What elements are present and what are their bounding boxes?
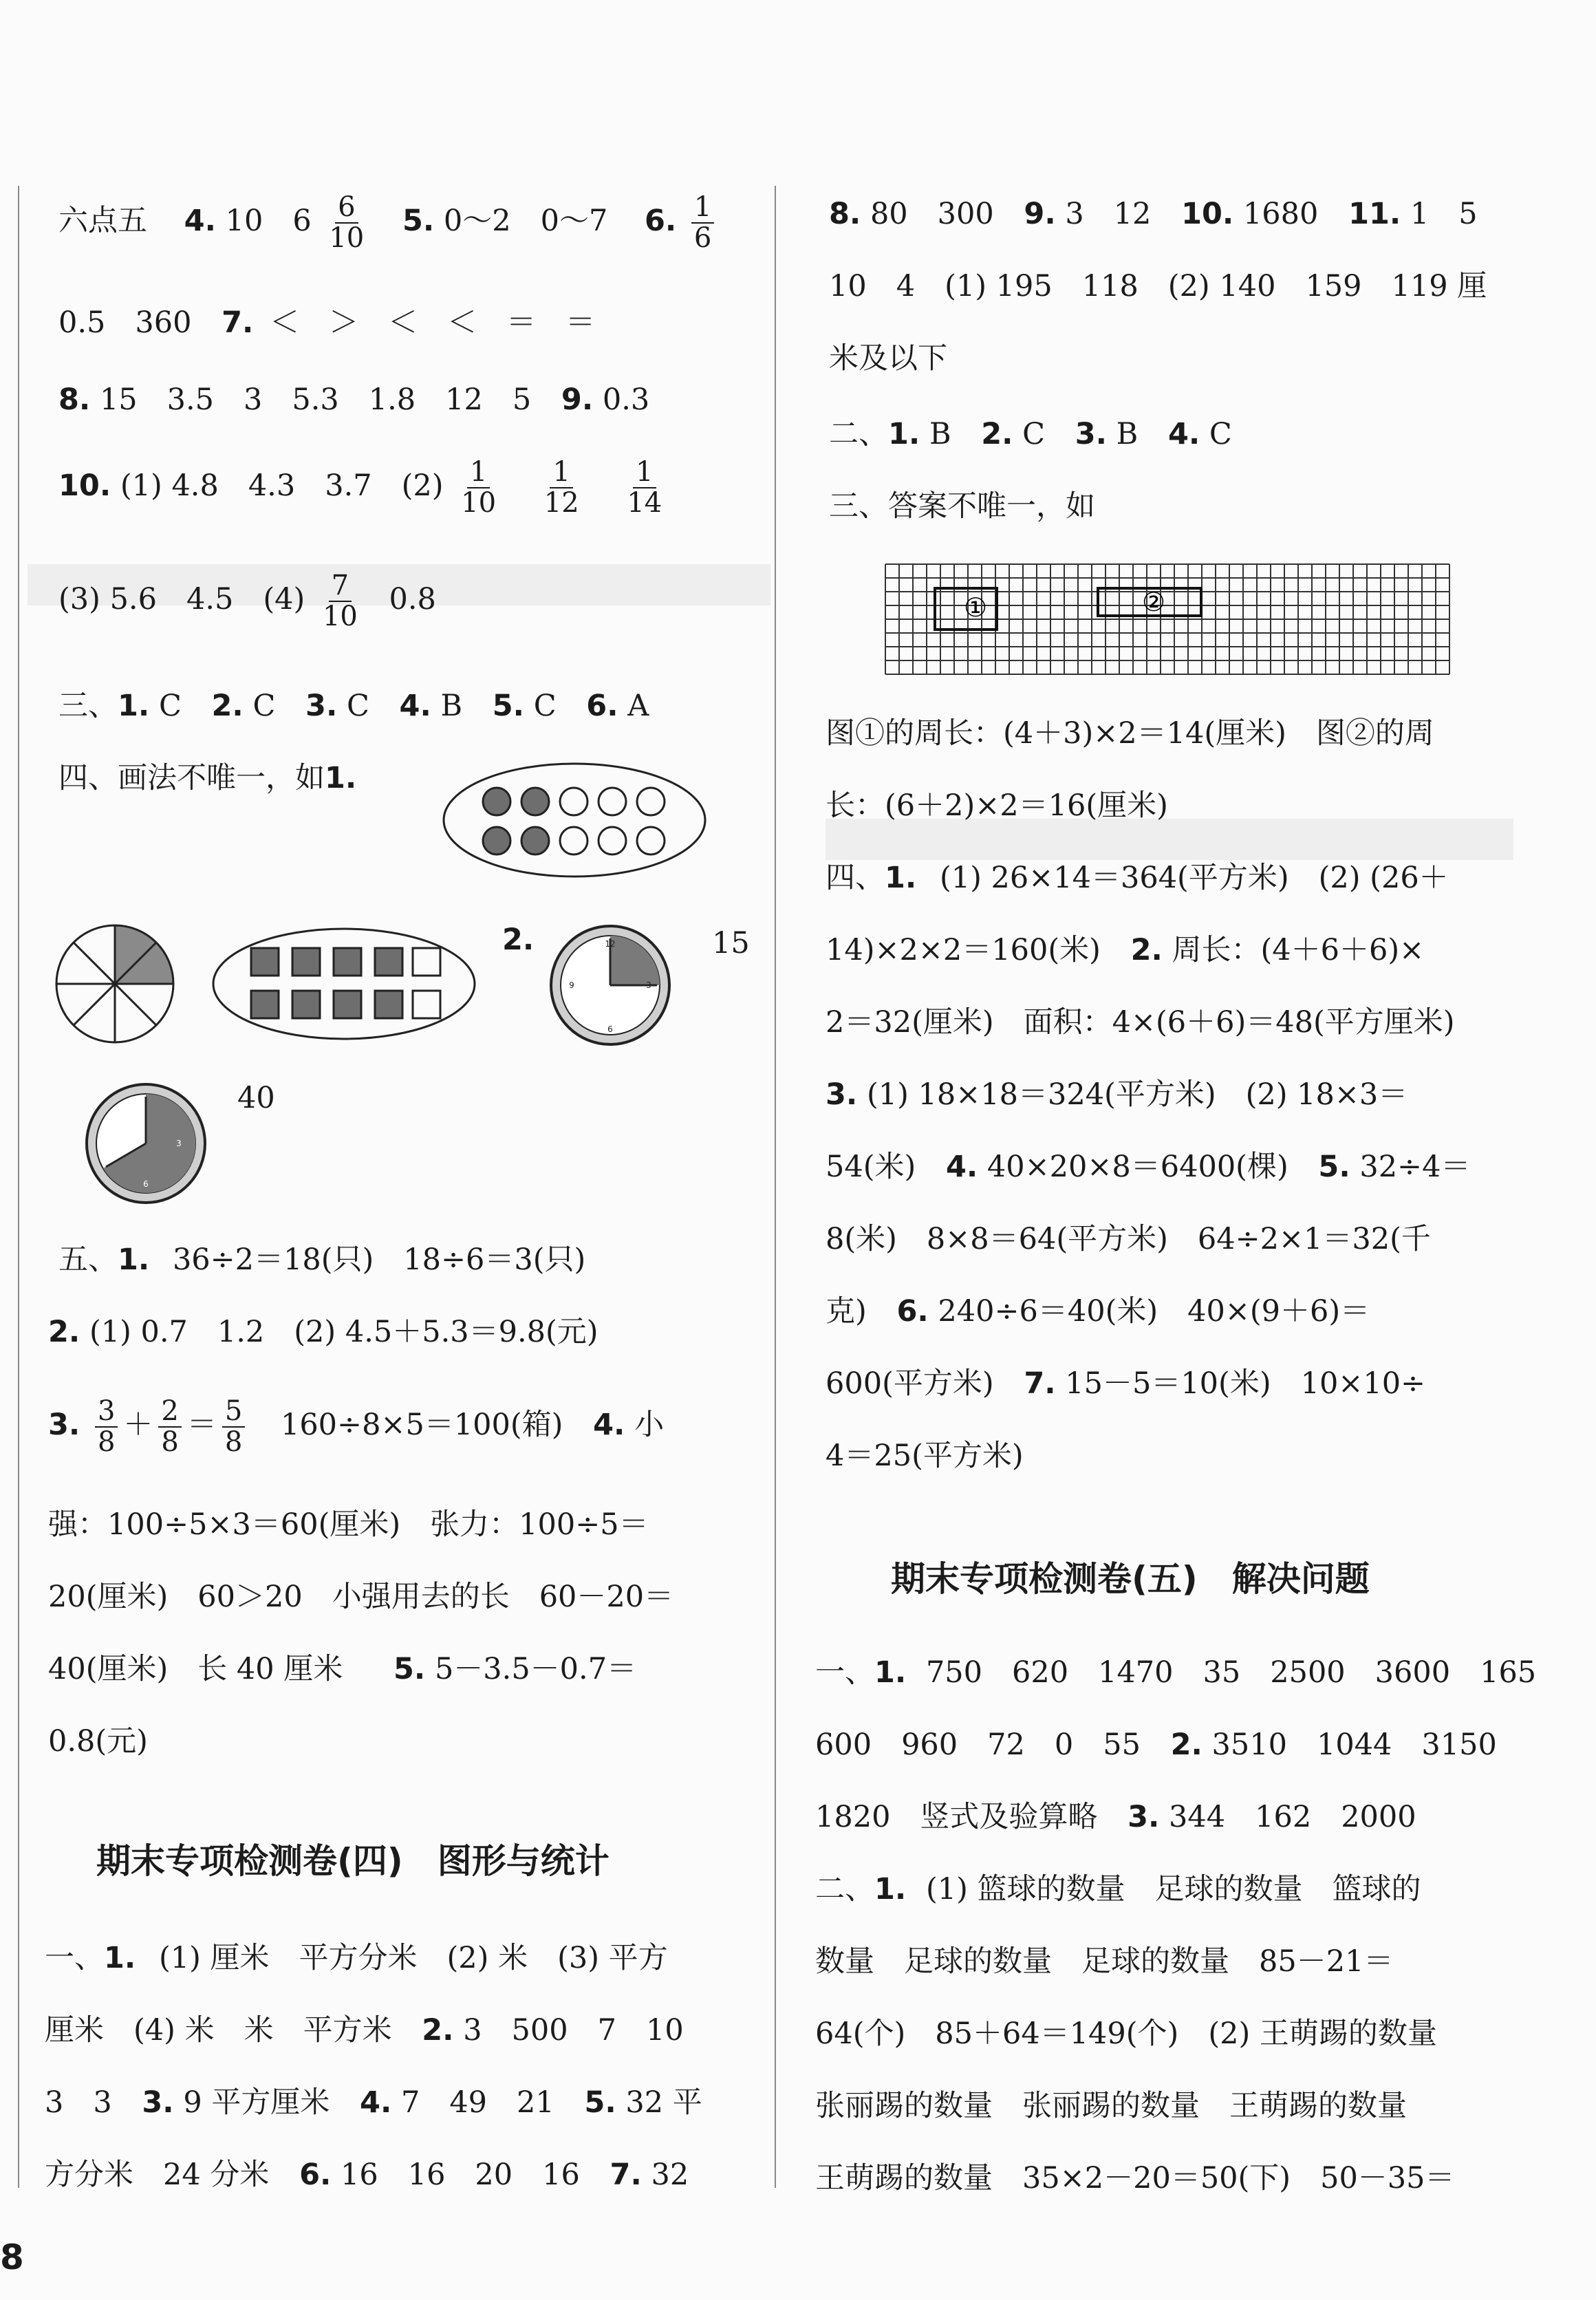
- answer-line: 一、1. (1) 厘米 平方分米 (2) 米 (3) 平方: [45, 1941, 668, 1975]
- answer-line: 四、画法不唯一，如1.: [58, 761, 357, 795]
- scan-shade: [826, 819, 1513, 860]
- left-margin-rule: [18, 186, 19, 2188]
- svg-text:9: 9: [569, 980, 574, 990]
- answer-line: 40: [237, 1081, 275, 1115]
- answer-line: 五、1. 36÷2＝18(只) 18÷6＝3(只): [58, 1243, 586, 1277]
- answer-line: 王萌踢的数量 35×2－20＝50(下) 50－35＝: [815, 2161, 1455, 2195]
- answer-line: 600(平方米) 7. 15－5＝10(米) 10×10÷: [826, 1366, 1426, 1401]
- fraction: $\frac{3}{8}$: [95, 1397, 118, 1457]
- answer-line: 二、1. B 2. C 3. B 4. C: [829, 417, 1232, 451]
- answer-line: 方分米 24 分米 6. 16 16 20 16 7. 32: [45, 2158, 689, 2192]
- answer-line: 一、1. 750 620 1470 35 2500 3600 165: [815, 1655, 1537, 1690]
- answer-line: 10. (1) 4.8 4.3 3.7 (2) $\frac{1}{10}$ $\frac{1}{12}$ $\frac{1}{14}$: [58, 458, 670, 518]
- svg-text:6: 6: [607, 1024, 613, 1034]
- fraction: $\frac{1}{14}$: [627, 456, 662, 519]
- answer-line: 64(个) 85＋64＝149(个) (2) 王萌踢的数量: [815, 2017, 1437, 2051]
- fraction: $\frac{1}{10}$: [461, 456, 497, 519]
- answer-line: 20(厘米) 60＞20 小强用去的长 60－20＝: [48, 1580, 674, 1614]
- fraction: $\frac{1}{6}$: [691, 193, 714, 253]
- svg-text:3: 3: [176, 1139, 182, 1148]
- answer-line: 3. $\frac{3}{8}$ ＋ $\frac{2}{8}$ ＝ $\frac{5}{8}$ 160÷8×5＝100(箱) 4. 小: [48, 1395, 665, 1459]
- answer-line: 8. 15 3.5 3 5.3 1.8 12 5 9. 0.3: [58, 383, 650, 417]
- answer-line: 强：100÷5×3＝60(厘米) 张力：100÷5＝: [48, 1507, 649, 1542]
- answer-line: 15: [712, 926, 750, 960]
- fraction: $\frac{2}{8}$: [158, 1397, 181, 1457]
- answer-line: 2. (1) 0.7 1.2 (2) 4.5＋5.3＝9.8(元): [48, 1315, 598, 1349]
- answer-line: 0.8(元): [48, 1724, 148, 1759]
- answer-line: 40(厘米) 长 40 厘米 5. 5－3.5－0.7＝: [48, 1652, 637, 1686]
- answer-line: 三、答案不唯一，如: [829, 489, 1095, 524]
- fraction: $\frac{5}{8}$: [222, 1397, 245, 1457]
- svg-text:6: 6: [143, 1179, 149, 1189]
- grid-label-2: ②: [1141, 587, 1166, 617]
- svg-text:12: 12: [605, 939, 616, 949]
- answer-line: 10 4 (1) 195 118 (2) 140 159 119 厘: [829, 269, 1487, 303]
- answer-line: 54(米) 4. 40×20×8＝6400(棵) 5. 32÷4＝: [826, 1150, 1471, 1184]
- answer-line: 600 960 72 0 55 2. 3510 1044 3150: [815, 1728, 1497, 1762]
- squares-in-oval-figure: [210, 925, 478, 1042]
- circle-eighths-figure: [50, 918, 180, 1049]
- grid-label-1: ①: [963, 592, 988, 623]
- svg-text:3: 3: [646, 980, 651, 990]
- fraction: $\frac{6}{10}$: [329, 191, 365, 255]
- answer-line: 3 3 3. 9 平方厘米 4. 7 49 21 5. 32 平: [45, 2085, 702, 2120]
- answer-line: 14)×2×2＝160(米) 2. 周长：(4＋6＋6)×: [826, 933, 1425, 967]
- answer-line: 张丽踢的数量 张丽踢的数量 王萌踢的数量: [815, 2089, 1407, 2123]
- answer-line: 2.: [502, 923, 535, 957]
- answer-line: (3) 5.6 4.5 (4) $\frac{7}{10}$ 0.8: [58, 570, 436, 633]
- answer-line: 厘米 (4) 米 米 平方米 2. 3 500 7 10: [45, 2013, 684, 2048]
- grid-rectangles-figure: [884, 563, 1462, 676]
- clock-15-min-figure: [547, 922, 674, 1049]
- answer-line: 数量 足球的数量 足球的数量 85－21＝: [815, 1944, 1394, 1979]
- answer-line: 2＝32(厘米) 面积：4×(6＋6)＝48(平方厘米): [826, 1005, 1455, 1040]
- section-heading: 期末专项检测卷(五) 解决问题: [891, 1559, 1370, 1599]
- answer-line: 1820 竖式及验算略 3. 344 162 2000: [815, 1800, 1416, 1834]
- answer-line: 克) 6. 240÷6＝40(米) 40×(9＋6)＝: [826, 1294, 1370, 1329]
- answer-line: 3. (1) 18×18＝324(平方米) (2) 18×3＝: [826, 1077, 1408, 1112]
- answer-line: 二、1. (1) 篮球的数量 足球的数量 篮球的: [815, 1872, 1421, 1906]
- answer-line: 三、1. C 2. C 3. C 4. B 5. C 6. A: [58, 689, 649, 723]
- fraction: $\frac{1}{12}$: [543, 456, 579, 519]
- answer-line: 米及以下: [829, 341, 947, 376]
- clock-40-min-figure: [83, 1080, 210, 1207]
- dots-in-oval-figure: [440, 760, 709, 881]
- answer-line: 4＝25(平方米): [826, 1439, 1024, 1473]
- answer-line: 0.5 360 7. ＜ ＞ ＜ ＜ ＝ ＝: [58, 305, 596, 340]
- answer-line: 8. 80 300 9. 3 12 10. 1680 11. 1 5: [829, 197, 1478, 231]
- page-number: 8: [0, 2237, 24, 2277]
- answer-line: 六点五 4. 10 6 $\frac{6}{10}$ 5. 0～2 0～7 6. $\frac{1}{6}$: [58, 193, 720, 253]
- answer-line: 长：(6＋2)×2＝16(厘米): [826, 788, 1168, 823]
- section-heading: 期末专项检测卷(四) 图形与统计: [96, 1841, 610, 1881]
- fraction: $\frac{7}{10}$: [322, 570, 358, 633]
- answer-line: 四、1. (1) 26×14＝364(平方米) (2) (26＋: [826, 861, 1449, 895]
- answer-line: 图①的周长：(4＋3)×2＝14(厘米) 图②的周: [826, 716, 1434, 751]
- column-divider: [775, 186, 776, 2188]
- answer-line: 8(米) 8×8＝64(平方米) 64÷2×1＝32(千: [826, 1222, 1431, 1256]
